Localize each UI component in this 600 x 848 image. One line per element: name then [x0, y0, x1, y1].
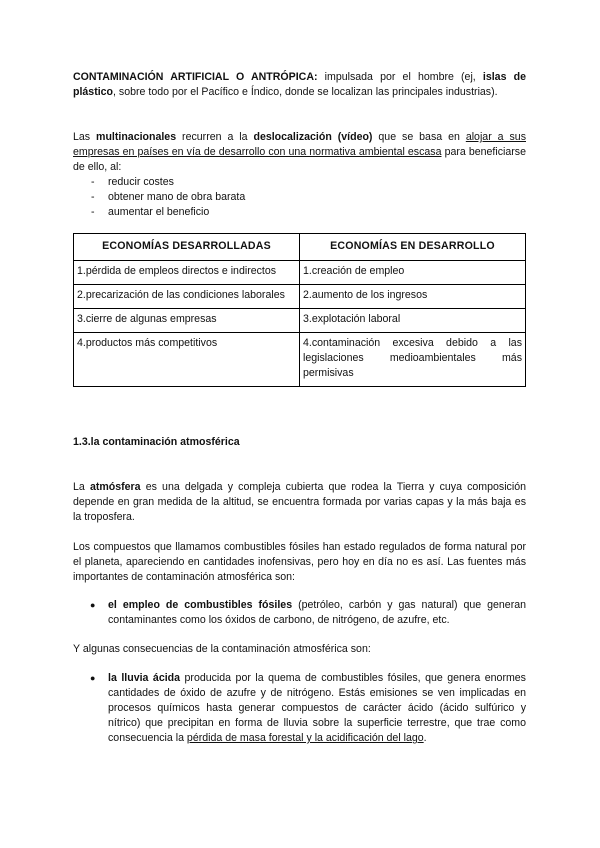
list-item: - reducir costes — [73, 175, 526, 190]
benefits-list — [73, 175, 526, 220]
multi-bold-2: deslocalización (vídeo) — [253, 131, 373, 143]
multi-text-1: Las — [73, 131, 97, 143]
table-cell: 3.cierre de algunas empresas — [74, 309, 300, 333]
intro-term: CONTAMINACIÓN ARTIFICIAL O ANTRÓPICA: — [73, 71, 318, 83]
table-cell: 2.aumento de los ingresos — [300, 285, 526, 309]
intro-paragraph — [73, 70, 526, 100]
bullet-item-fuels — [73, 598, 526, 628]
bullet-1-bold: el empleo de combustibles fósiles — [108, 599, 293, 611]
table-cell: 3.explotación laboral — [300, 309, 526, 333]
intro-text-1: impulsada por el hombre (ej, — [317, 71, 483, 83]
table-header-developed: ECONOMÍAS DESARROLLADAS — [74, 234, 300, 261]
table-row — [74, 309, 526, 333]
economies-table — [73, 233, 526, 387]
intro-text-2: , sobre todo por el Pacífico e Índico, donde se localizan las principales industrias). — [113, 86, 498, 98]
table-cell: 1.pérdida de empleos directos e indirectos — [74, 261, 300, 285]
bullet-item-acid-rain — [73, 671, 526, 746]
list-item: - obtener mano de obra barata — [73, 190, 526, 205]
table-cell: 2.precarización de las condiciones laborales — [74, 285, 300, 309]
table-cell: 4.contaminación excesiva debido a las legislaciones medioambientales más permisivas — [300, 333, 526, 387]
multi-bold-1: multinacionales — [96, 131, 177, 143]
multi-text-4: para beneficiarse de ello, al: — [73, 146, 526, 173]
atmosphere-paragraph — [73, 480, 526, 525]
intro-islas: islas de plástico — [73, 71, 526, 98]
multi-underlined: alojar a sus empresas en países en vía de desarrollo con una normativa ambiental escasa — [73, 131, 526, 158]
table-header-row — [74, 234, 526, 261]
bullet-2-bold: la lluvia ácida — [108, 672, 181, 684]
bullet-2-underlined: pérdida de masa forestal y la acidificación del lago — [186, 732, 424, 744]
table-header-developing: ECONOMÍAS EN DESARROLLO — [300, 234, 526, 261]
multinationals-paragraph — [73, 130, 526, 175]
bullet-2-text-1: producida por la quema de combustibles fósiles, que genera enormes cantidades de óxido de azufre y de nitrógeno. Estás emisiones se ven implicadas en procesos químicos hasta generar compuestos de carácter ácido (ácido sulfúrico y nítrico) que precipitan en forma de lluvia sobre la superficie terrestre, que trae como consecuencia la — [108, 672, 526, 744]
table-row — [74, 285, 526, 309]
consequences-paragraph: Y algunas consecuencias de la contaminación atmosférica son: — [73, 643, 371, 655]
table-cell: 4.productos más competitivos — [74, 333, 300, 387]
bullet-icon: ● — [90, 600, 96, 610]
fuels-paragraph: Los compuestos que llamamos combustibles fósiles han estado regulados de forma natural por el planeta, apareciendo en cantidades inofensivas, pero hoy en día no es así. Las fuentes más importantes de contaminación atmosférica son: — [73, 541, 526, 583]
list-item: - aumentar el beneficio — [73, 205, 526, 220]
bullet-text — [108, 671, 526, 746]
table-cell: 1.creación de empleo — [300, 261, 526, 285]
bullet-text — [108, 598, 526, 628]
multi-text-3: que se basa en — [372, 131, 466, 143]
atm-text-2: es una delgada y compleja cubierta que rodea la Tierra y cuya composición depende en gran medida de la altitud, se encuentra formada por varias capas y la más baja es la troposfera. — [73, 481, 526, 523]
atm-bold: atmósfera — [89, 481, 141, 493]
section-title: 1.3.la contaminación atmosférica — [73, 436, 240, 448]
table-row — [74, 333, 526, 387]
table-row — [74, 261, 526, 285]
bullet-2-text-2: . — [423, 732, 427, 744]
bullet-1-text: (petróleo, carbón y gas natural) que generan contaminantes como los óxidos de carbono, de nitrógeno, de azufre, etc. — [108, 599, 527, 626]
atm-text-1: La — [73, 481, 90, 493]
bullet-icon: ● — [90, 673, 96, 683]
multi-text-2: recurren a la — [176, 131, 254, 143]
